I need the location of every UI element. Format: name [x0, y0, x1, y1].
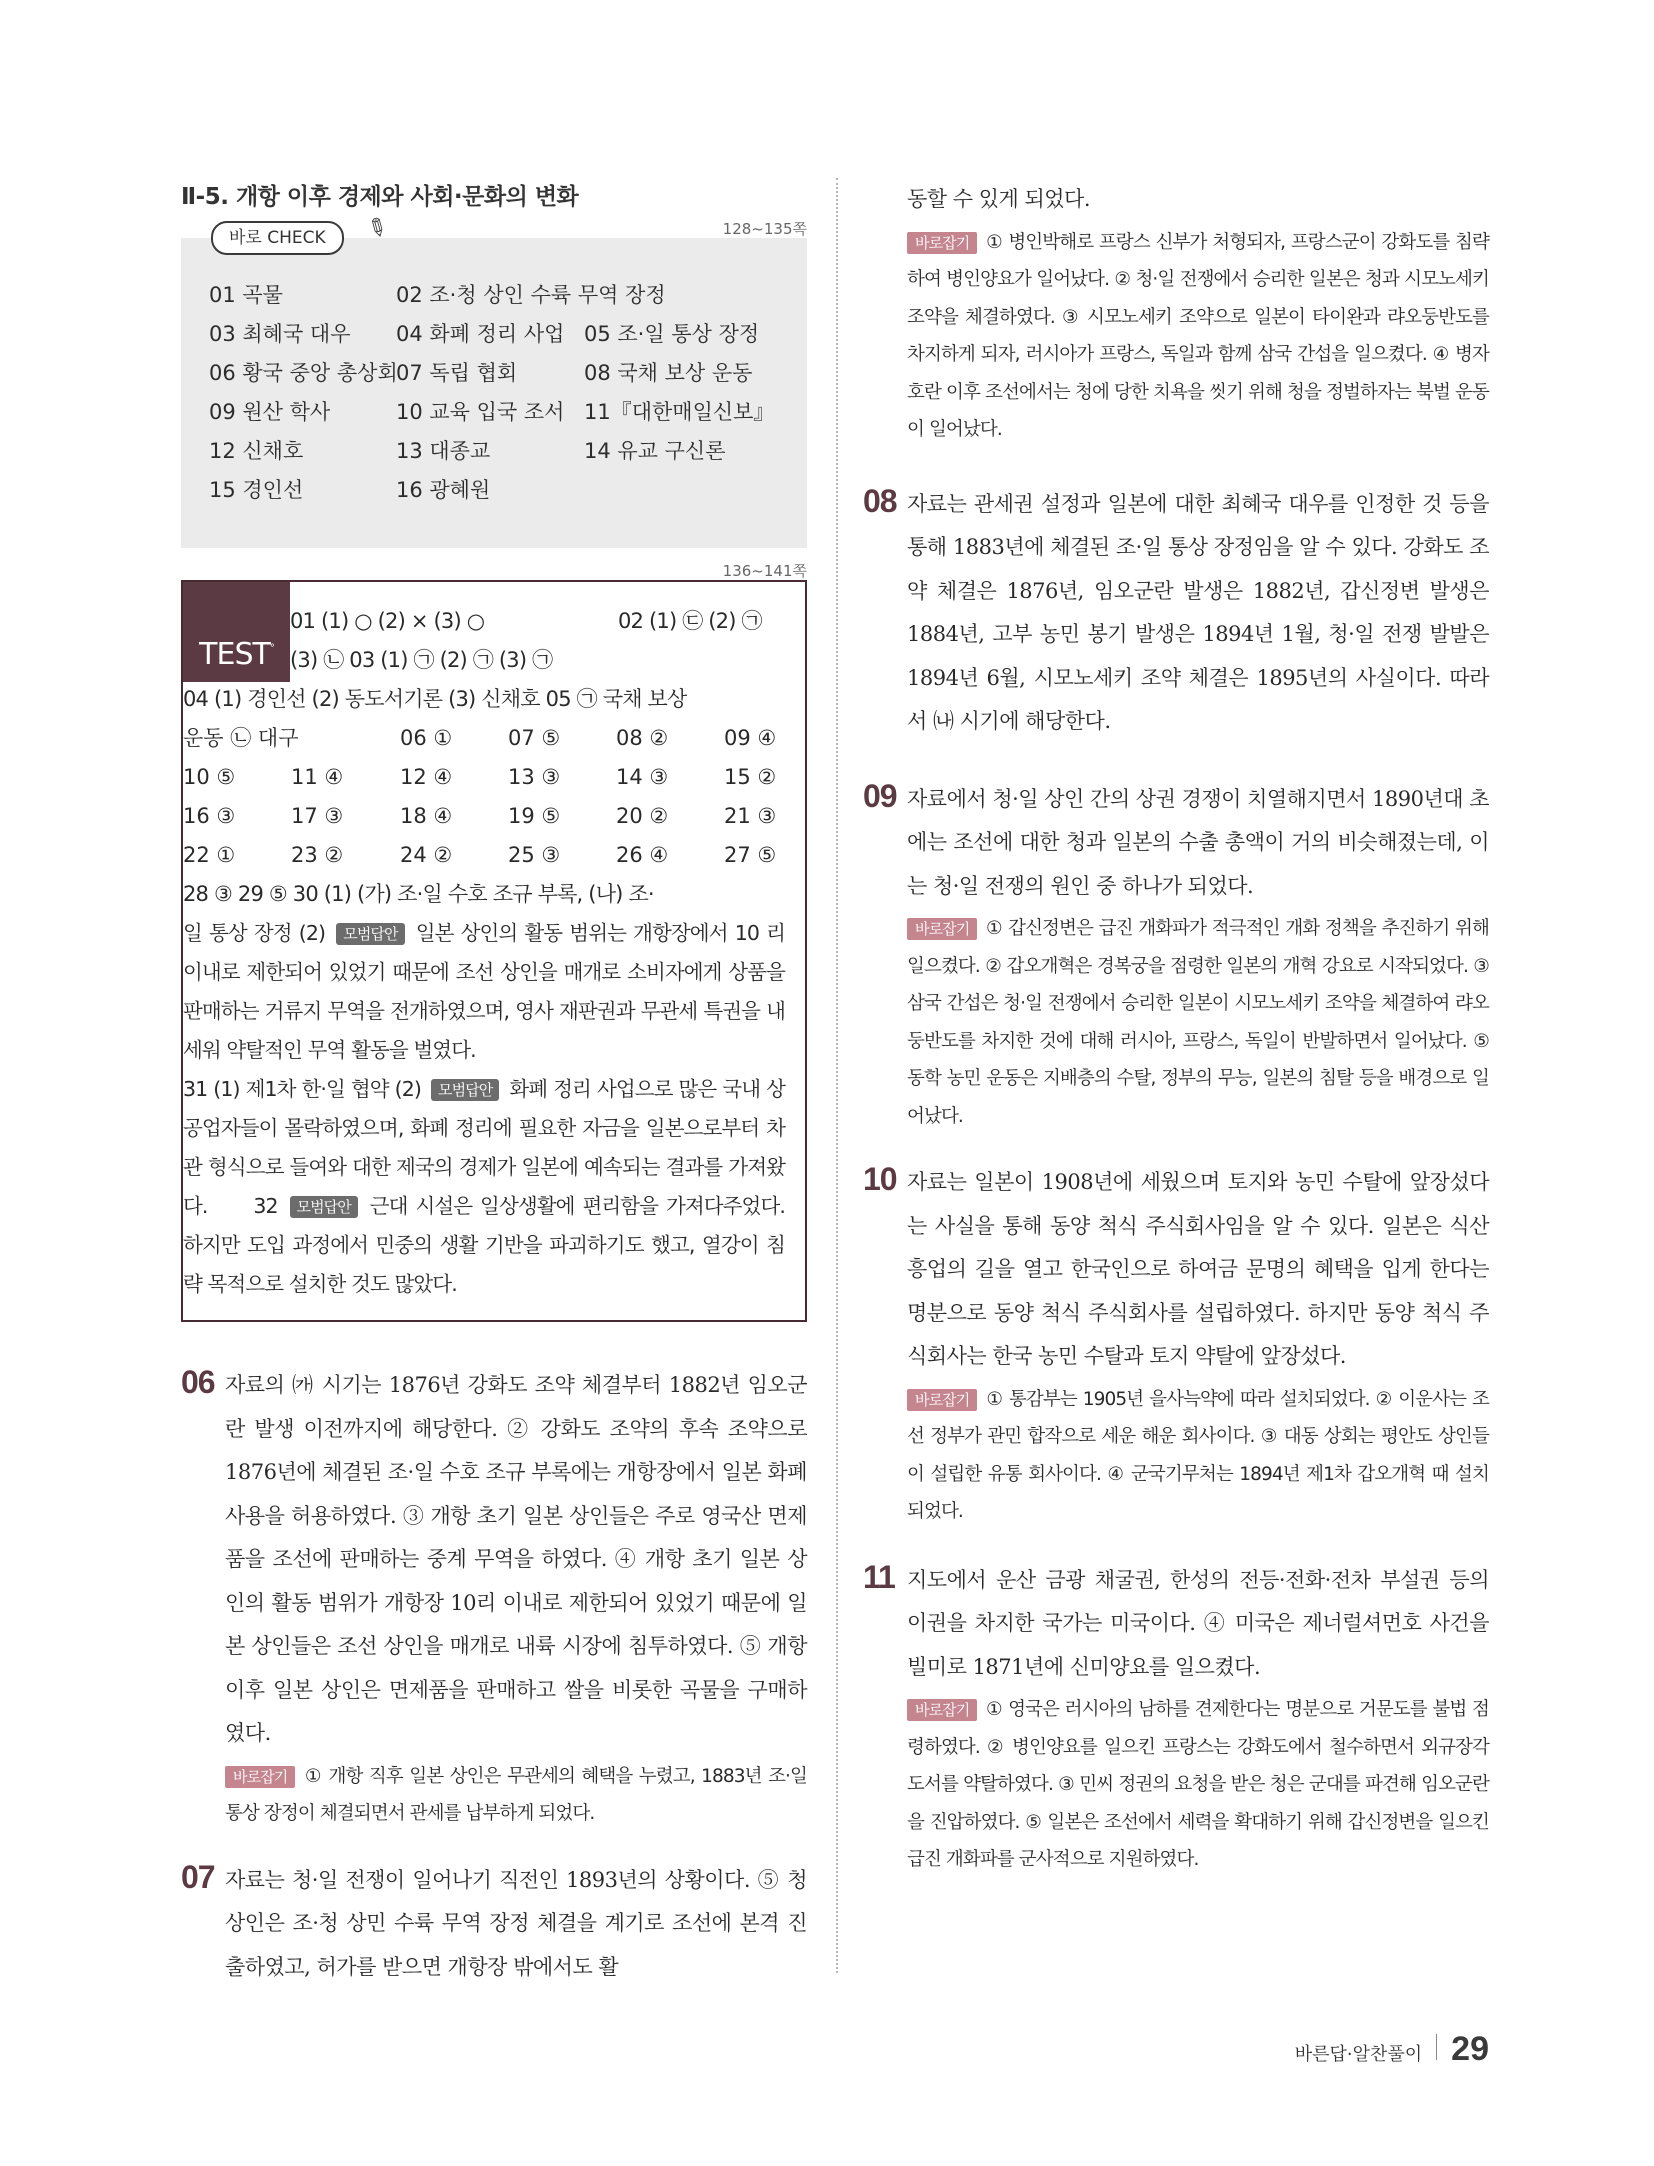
test-row [183, 758, 785, 797]
test-cell: 26 ④ [616, 843, 669, 867]
correction-tag: 바로잡기 [907, 232, 977, 254]
test-cell: 20 ② [616, 804, 669, 828]
check-page-range: 128~135쪽 [722, 220, 807, 238]
test-cell: 21 ③ [724, 804, 777, 828]
test-page-range: 136~141쪽 [722, 562, 807, 580]
test-answer-31-body: 화폐 정리 사업으로 많은 국내 상공업자들이 몰락하였으며, 화폐 정리에 필요한 자금을 일본으로부터 차관 형식으로 들여와 대한 제국의 경제가 일본에 예속되는 결과를 가져왔다. [183, 1077, 785, 1218]
test-answer-02: 02 (1) ㉢ (2) ㉠ [618, 609, 762, 633]
question-06 [181, 1364, 807, 1833]
test-cell: 18 ④ [400, 804, 453, 828]
correction-text: ① 통감부는 1905년 을사늑약에 따라 설치되었다. ② 이운사는 조선 정부가 관민 합작으로 세운 해운 회사이다. ③ 대동 상회는 평안도 상인들이 설립한 유통 회사이다. ④ 군국기무처는 1894년 제1차 갑오개혁 때 설치되었다. [907, 1388, 1489, 1522]
check-item: 10 교육 입국 조서 [396, 400, 565, 424]
question-number: 08 [863, 482, 897, 519]
question-09 [863, 778, 1489, 1136]
test-cell: 17 ③ [291, 804, 344, 828]
test-box [181, 580, 807, 1322]
test-cell: 운동 ㉡ 대구 [183, 726, 299, 750]
check-item: 11『대한매일신보』 [584, 400, 775, 424]
question-explanation: 자료의 ㈎ 시기는 1876년 강화도 조약 체결부터 1882년 임오군란 발생 이전까지에 해당한다. ② 강화도 조약의 후속 조약으로 1876년에 체결된 조·일 수호 조규 부록에는 개항장에서 일본 화폐 사용을 허용하였다. ③ 개항 초기 일본 상인들은 주로 영국산 면제품을 조선에 판매하는 중계 무역을 하였다. ④ 개항 초기 일본 상인의 활동 범위가 개항장 10리 이내로 제한되어 있었기 때문에 일본 상인들은 조선 상인을 매개로 내륙 시장에 침투하였다. ⑤ 개항 이후 일본 상인은 면제품을 판매하고 쌀을 비롯한 곡물을 구매하였다. [225, 1373, 807, 1745]
section-title: Ⅱ-5. 개항 이후 경제와 사회·문화의 변화 [181, 184, 579, 210]
left-column [181, 178, 807, 1989]
check-item: 05 조·일 통상 장정 [584, 322, 760, 346]
question-explanation: 자료에서 청·일 상인 간의 상권 경쟁이 치열해지면서 1890년대 초에는 조선에 대한 청과 일본의 수출 총액이 거의 비슷해졌는데, 이는 청·일 전쟁의 원인 중 하나가 되었다. [907, 786, 1489, 898]
model-answer-tag: 모범답안 [431, 1079, 499, 1101]
test-answer-01: 01 (1) ○ (2) × (3) ○ [290, 609, 485, 633]
correction-text: ① 갑신정변은 급진 개화파가 적극적인 개화 정책을 추진하기 위해 일으켰다. ② 갑오개혁은 경복궁을 점령한 일본의 개혁 강요로 시작되었다. ③ 삼국 간섭은 청·일 전쟁에서 승리한 일본이 시모노세키 조약을 체결하여 랴오둥반도를 차지한 것에 대해 러시아, 프랑스, 독일이 반발하면서 일어났다. ⑤ 동학 농민 운동은 지배층의 수탈, 정부의 무능, 일본의 침탈 등을 배경으로 일어났다. [907, 918, 1489, 1127]
test-line-3: 04 (1) 경인선 (2) 동도서기론 (3) 신채호 05 ㉠ 국채 보상 [183, 687, 687, 711]
test-label-text: TEST [199, 637, 270, 672]
correction-text: ① 영국은 러시아의 남하를 견제한다는 명분으로 거문도를 불법 점령하였다. ② 병인양요를 일으킨 프랑스는 강화도에서 철수하면서 외규장각 도서를 약탈하였다. ③ 민씨 정권의 요청을 받은 청은 군대를 파견해 임오군란을 진압하였다. ⑤ 일본은 조선에서 세력을 확대하기 위해 갑신정변을 일으킨 급진 개화파를 군사적으로 지원하였다. [907, 1699, 1489, 1870]
test-answer-30 [183, 914, 785, 1070]
question-explanation: 지도에서 운산 금광 채굴권, 한성의 전등·전화·전차 부설권 등의 이권을 차지한 국가는 미국이다. ④ 미국은 제너럴셔먼호 사건을 빌미로 1871년에 신미양요를 일으켰다. [907, 1567, 1489, 1679]
footer-separator [1436, 2034, 1437, 2060]
check-item: 02 조·청 상인 수륙 무역 장정 [396, 283, 666, 307]
question-08 [863, 483, 1489, 744]
test-label: TEST ° [183, 582, 290, 682]
correction-note [907, 1691, 1489, 1879]
test-cell: 16 ③ [183, 804, 236, 828]
pin-icon: ✎ [361, 210, 393, 246]
test-row [183, 797, 785, 836]
correction-tag: 바로잡기 [907, 1389, 977, 1411]
check-item: 15 경인선 [209, 478, 304, 502]
test-answer-31 [183, 1070, 785, 1304]
question-number: 11 [863, 1558, 895, 1595]
page-number: 29 [1451, 2030, 1489, 2068]
test-cell: 08 ② [616, 726, 669, 750]
check-item: 07 독립 협회 [396, 361, 518, 385]
check-item: 06 황국 중앙 총상회 [209, 361, 398, 385]
test-line-1 [290, 602, 785, 641]
right-column [863, 178, 1489, 1879]
question-explanation: 동할 수 있게 되었다. [907, 187, 1090, 211]
column-divider [836, 178, 838, 1973]
test-cell: 19 ⑤ [508, 804, 561, 828]
correction-tag: 바로잡기 [225, 1766, 295, 1788]
correction-tag: 바로잡기 [907, 1699, 977, 1721]
question-explanation: 자료는 일본이 1908년에 세웠으며 토지와 농민 수탈에 앞장섰다는 사실을 통해 동양 척식 주식회사임을 알 수 있다. 일본은 식산흥업의 길을 열고 한국인으로 하여금 문명의 혜택을 입게 한다는 명분으로 동양 척식 주식회사를 설립하였다. 하지만 동양 척식 주식회사는 한국 농민 수탈과 토지 약탈에 앞장섰다. [907, 1170, 1489, 1368]
check-item: 16 광혜원 [396, 478, 491, 502]
correction-note [907, 910, 1489, 1135]
check-item: 09 원산 학사 [209, 400, 331, 424]
correction-text: ① 개항 직후 일본 상인은 무관세의 혜택을 누렸고, 1883년 조·일 통상 장정이 체결되면서 관세를 납부하게 되었다. [225, 1765, 807, 1824]
model-answer-tag: 모범답안 [290, 1196, 358, 1218]
question-explanation: 자료는 관세권 설정과 일본에 대한 최혜국 대우를 인정한 것 등을 통해 1883년에 체결된 조·일 통상 장정임을 알 수 있다. 강화도 조약 체결은 1876년, 임오군란 발생은 1882년, 갑신정변 발생은 1884년, 고부 농민 봉기 발생은 1894년 1월, 청·일 전쟁 발발은 1894년 6월, 시모노세키 조약 체결은 1895년의 사실이다. 따라서 ㈏ 시기에 해당한다. [907, 491, 1489, 733]
question-07 [181, 1859, 807, 1990]
check-item: 14 유교 구신론 [584, 439, 726, 463]
test-cell: 09 ④ [724, 726, 777, 750]
test-answer-30-intro: 일 통상 장정 (2) [183, 921, 326, 945]
test-cell: 24 ② [400, 843, 453, 867]
question-number: 09 [863, 777, 897, 814]
test-cell: 27 ⑤ [724, 843, 777, 867]
check-grid [209, 242, 789, 510]
correction-note [225, 1758, 807, 1833]
check-item: 03 최혜국 대우 [209, 322, 351, 346]
test-row [183, 719, 785, 758]
test-answer-31-intro: 31 (1) 제1차 한·일 협약 (2) [183, 1077, 422, 1101]
correction-text: ① 병인박해로 프랑스 신부가 처형되자, 프랑스군이 강화도를 침략하여 병인양요가 일어났다. ② 청·일 전쟁에서 승리한 일본은 청과 시모노세키 조약을 체결하였다. ③ 시모노세키 조약으로 일본이 타이완과 랴오둥반도를 차지하게 되자, 러시아가 프랑스, 독일과 함께 삼국 간섭을 일으켰다. ④ 병자호란 이후 조선에서는 청에 당한 치욕을 씻기 위해 청을 정벌하자는 북벌 운동이 일어났다. [907, 231, 1489, 440]
check-item: 12 신채호 [209, 439, 304, 463]
question-10 [863, 1161, 1489, 1531]
test-line-2: (3) ㉡ 03 (1) ㉠ (2) ㉠ (3) ㉠ [290, 648, 553, 672]
question-number: 10 [863, 1161, 897, 1197]
check-item [584, 276, 784, 315]
footer-label: 바른답·알찬풀이 [1294, 2044, 1423, 2065]
check-item: 13 대종교 [396, 439, 491, 463]
test-cell: 14 ③ [616, 765, 669, 789]
test-line-8: 28 ③ 29 ⑤ 30 (1) (가) 조·일 수호 조규 부록, (나) 조· [183, 882, 654, 906]
check-item: 08 국채 보상 운동 [584, 361, 753, 385]
correction-note [907, 224, 1489, 449]
test-cell: 22 ① [183, 843, 236, 867]
test-cell: 25 ③ [508, 843, 561, 867]
question-11 [863, 1559, 1489, 1879]
test-row [183, 836, 785, 875]
test-cell: 12 ④ [400, 765, 453, 789]
question-number: 06 [181, 1364, 215, 1400]
check-badge: 바로 CHECK [211, 221, 344, 255]
test-cell: 15 ② [724, 765, 777, 789]
question-explanation: 자료는 청·일 전쟁이 일어나기 직전인 1893년의 상황이다. ⑤ 청 상인은 조·청 상민 수륙 무역 장정 체결을 계기로 조선에 본격 진출하였고, 허가를 받으면 개항장 밖에서도 활 [225, 1867, 807, 1979]
test-cell: 07 ⑤ [508, 726, 561, 750]
question-07-continued [863, 178, 1489, 449]
question-number: 07 [181, 1858, 215, 1895]
model-answer-tag: 모범답안 [336, 923, 404, 945]
test-cell: 06 ① [400, 726, 453, 750]
correction-tag: 바로잡기 [907, 918, 977, 940]
test-cell: 13 ③ [508, 765, 561, 789]
check-item [584, 471, 784, 510]
test-answer-32-body: 근대 시설은 일상생활에 편리함을 가져다주었다. 하지만 도입 과정에서 민중의 생활 기반을 파괴하기도 했고, 열강이 침략 목적으로 설치한 것도 많았다. [183, 1194, 785, 1296]
test-answer-30-body: 일본 상인의 활동 범위는 개항장에서 10 리 이내로 제한되어 있었기 때문에 조선 상인을 매개로 소비자에게 상품을 판매하는 거류지 무역을 전개하였으며, 영사 재판권과 무관세 특권을 내세워 약탈적인 무역 활동을 벌였다. [183, 921, 785, 1062]
test-cell: 23 ② [291, 843, 344, 867]
test-cell: 10 ⑤ [183, 765, 236, 789]
test-answer-32-num: 32 [253, 1194, 278, 1218]
check-item: 01 곡물 [209, 283, 283, 307]
page-footer [1295, 2030, 1489, 2069]
test-cell: 11 ④ [291, 765, 344, 789]
correction-note [907, 1381, 1489, 1531]
check-item: 04 화폐 정리 사업 [396, 322, 565, 346]
